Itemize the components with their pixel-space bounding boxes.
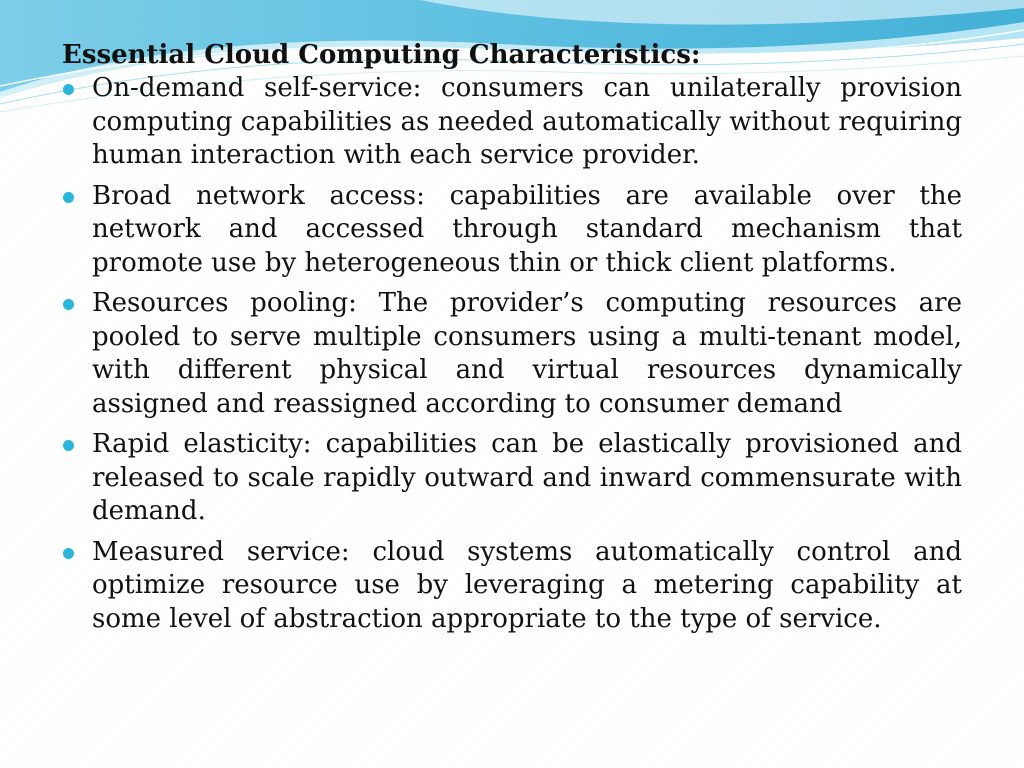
slide-title-text: Essential Cloud Computing Characteristics	[62, 40, 691, 70]
list-item-text: Rapid elasticity: capabilities can be elastically provisioned and released to scale rapidly outward and inward commensurate with demand.	[92, 429, 962, 526]
bullet-dot-icon	[63, 548, 74, 559]
list-item-text: On-demand self-service: consumers can unilaterally provision computing capabilities as needed automatically without requiring human interaction with each service provider.	[92, 73, 962, 170]
bullet-dot-icon	[63, 192, 74, 203]
bullet-dot-icon	[63, 84, 74, 95]
list-item-text: Measured service: cloud systems automatically control and optimize resource use by leveraging a metering capability at some level of abstraction appropriate to the type of service.	[92, 536, 962, 634]
slide-content	[62, 38, 962, 643]
list-item-text: Resources pooling: The provider’s computing resources are pooled to serve multiple consumers using a multi-tenant model, with different physical and virtual resources dynamically assigned and reassigned according to consumer demand	[92, 288, 962, 419]
list-item-on-demand-self-service	[62, 72, 962, 173]
list-item-resources-pooling	[62, 287, 962, 421]
list-item-broad-network-access	[62, 180, 962, 281]
list-item-measured-service	[62, 536, 962, 637]
list-item-text: Broad network access: capabilities are available over the network and accessed through standard mechanism that promote use by heterogeneous thin or thick client platforms.	[92, 180, 962, 278]
bullet-dot-icon	[63, 299, 74, 310]
slide-title	[62, 38, 962, 72]
characteristics-list	[62, 72, 962, 636]
bullet-dot-icon	[63, 440, 74, 451]
list-item-rapid-elasticity	[62, 428, 962, 529]
slide-title-colon: :	[690, 40, 701, 70]
